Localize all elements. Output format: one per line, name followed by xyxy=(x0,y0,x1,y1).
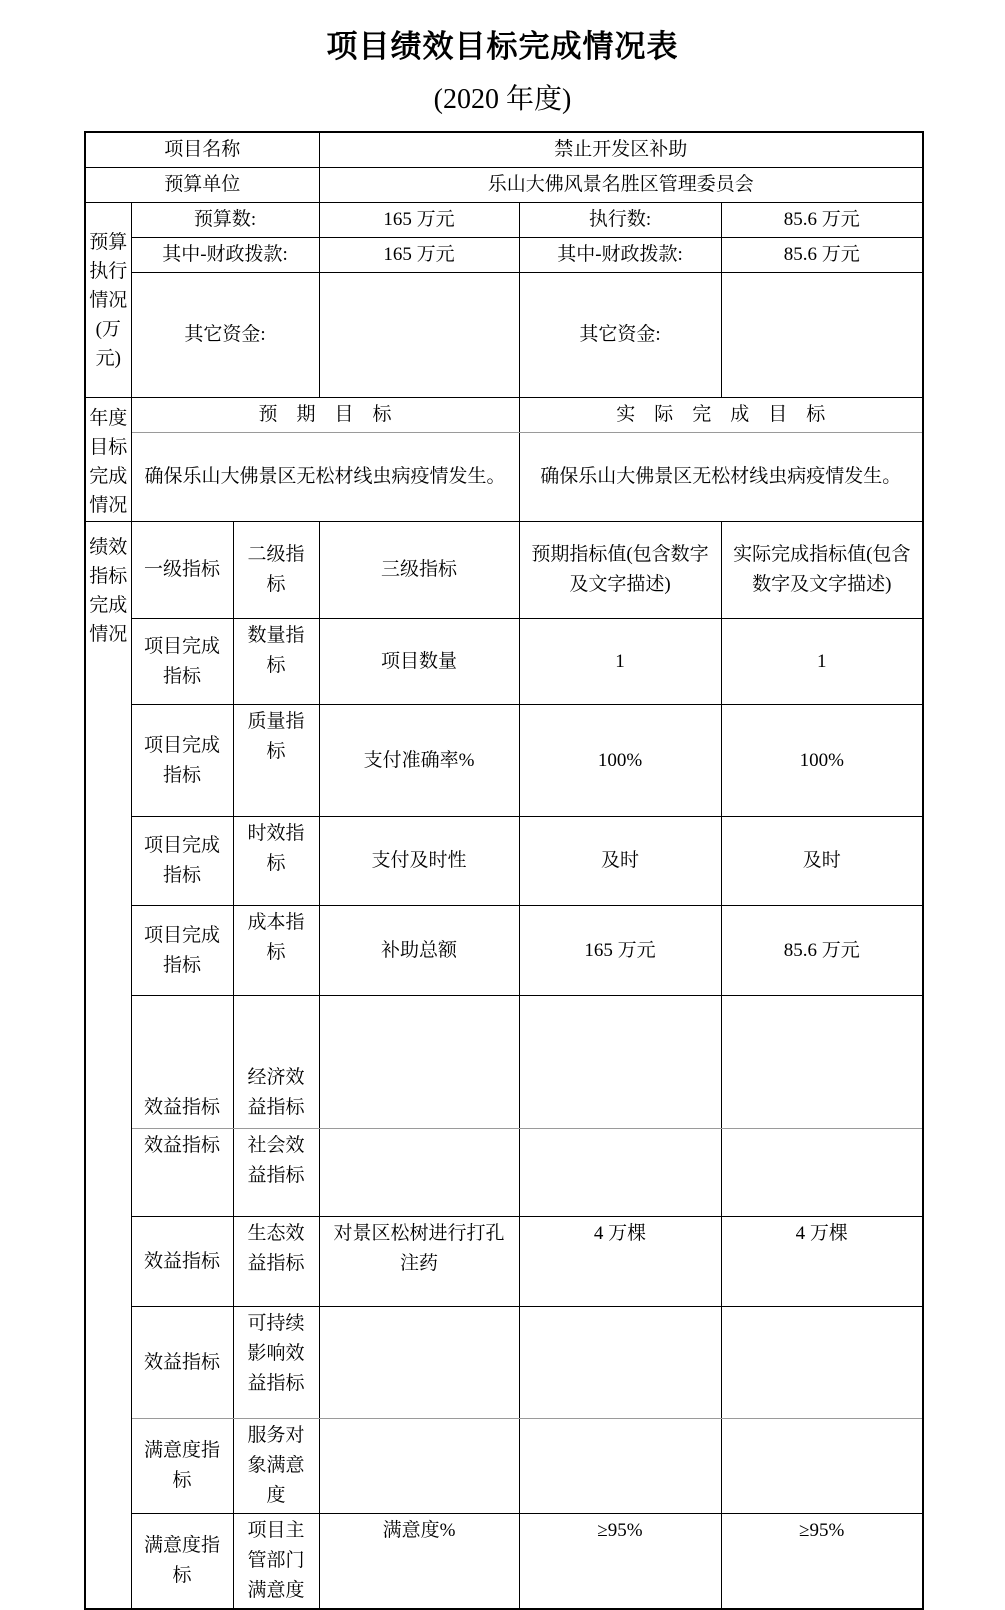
perf-level2-cell: 可持续影响效益指标 xyxy=(233,1307,319,1419)
perf-expected-cell xyxy=(519,1307,721,1419)
performance-table xyxy=(84,131,924,1610)
perf-expected-cell xyxy=(519,996,721,1129)
budget-unit-row xyxy=(85,168,923,203)
actual-goal-header-cell: 实际完成目标 xyxy=(519,398,923,433)
perf-level1-cell: 项目完成指标 xyxy=(131,906,233,996)
perf-level2-cell: 项目主管部门满意度 xyxy=(233,1514,319,1610)
perf-level1-cell: 项目完成指标 xyxy=(131,817,233,906)
perf-level3-cell: 支付及时性 xyxy=(319,817,519,906)
perf-row xyxy=(85,619,923,705)
perf-row xyxy=(85,1307,923,1419)
actual-goal-text-cell: 确保乐山大佛景区无松材线虫病疫情发生。 xyxy=(519,433,923,522)
perf-level3-cell xyxy=(319,1307,519,1419)
annual-section-label-cell: 年度目标完成情况 xyxy=(85,398,131,522)
budget-row xyxy=(85,203,923,238)
perf-expected-cell: ≥95% xyxy=(519,1514,721,1610)
perf-row xyxy=(85,906,923,996)
project-name-value-cell: 禁止开发区补助 xyxy=(319,132,923,168)
perf-row xyxy=(85,705,923,817)
perf-expected-cell xyxy=(519,1419,721,1514)
perf-expected-cell: 100% xyxy=(519,705,721,817)
perf-level2-cell: 质量指标 xyxy=(233,705,319,817)
budget-label-left-cell: 预算数: xyxy=(131,203,319,238)
budget-value-left-cell: 165 万元 xyxy=(319,238,519,273)
perf-level2-cell: 数量指标 xyxy=(233,619,319,705)
annual-goal-text-row xyxy=(85,433,923,522)
perf-actual-cell: 及时 xyxy=(721,817,923,906)
budget-value-left-cell xyxy=(319,273,519,398)
perf-expected-cell xyxy=(519,1129,721,1217)
perf-level1-cell: 效益指标 xyxy=(131,996,233,1129)
project-name-row xyxy=(85,132,923,168)
perf-level3-cell: 满意度% xyxy=(319,1514,519,1610)
perf-level1-cell: 项目完成指标 xyxy=(131,705,233,817)
perf-row xyxy=(85,1129,923,1217)
perf-header-row xyxy=(85,522,923,619)
perf-actual-cell xyxy=(721,996,923,1129)
perf-level1-cell: 满意度指标 xyxy=(131,1419,233,1514)
perf-level2-cell: 经济效益指标 xyxy=(233,996,319,1129)
budget-label-right-cell: 其中-财政拨款: xyxy=(519,238,721,273)
perf-level2-cell: 成本指标 xyxy=(233,906,319,996)
annual-goal-header-row xyxy=(85,398,923,433)
budget-label-left-cell: 其它资金: xyxy=(131,273,319,398)
perf-header-expected-cell: 预期指标值(包含数字及文字描述) xyxy=(519,522,721,619)
perf-level2-cell: 生态效益指标 xyxy=(233,1217,319,1307)
budget-value-right-cell: 85.6 万元 xyxy=(721,203,923,238)
perf-header-level3-cell: 三级指标 xyxy=(319,522,519,619)
perf-level2-cell: 社会效益指标 xyxy=(233,1129,319,1217)
perf-level3-cell xyxy=(319,996,519,1129)
perf-level3-cell xyxy=(319,1419,519,1514)
perf-level3-cell xyxy=(319,1129,519,1217)
budget-section-label-cell: 预算执行情况(万元) xyxy=(85,203,131,398)
perf-expected-cell: 及时 xyxy=(519,817,721,906)
budget-value-right-cell xyxy=(721,273,923,398)
project-name-label-cell: 项目名称 xyxy=(85,132,319,168)
perf-actual-cell xyxy=(721,1419,923,1514)
perf-header-level2-cell: 二级指标 xyxy=(233,522,319,619)
budget-label-right-cell: 执行数: xyxy=(519,203,721,238)
perf-row xyxy=(85,1514,923,1610)
perf-actual-cell xyxy=(721,1129,923,1217)
budget-row xyxy=(85,273,923,398)
budget-unit-value-cell: 乐山大佛风景名胜区管理委员会 xyxy=(319,168,923,203)
perf-expected-cell: 1 xyxy=(519,619,721,705)
expected-goal-text-cell: 确保乐山大佛景区无松材线虫病疫情发生。 xyxy=(131,433,519,522)
page-subtitle: (2020 年度) xyxy=(433,84,572,115)
budget-label-right-cell: 其它资金: xyxy=(519,273,721,398)
perf-level1-cell: 满意度指标 xyxy=(131,1514,233,1610)
budget-value-left-cell: 165 万元 xyxy=(319,203,519,238)
perf-row xyxy=(85,996,923,1129)
perf-actual-cell: 100% xyxy=(721,705,923,817)
perf-level2-cell: 时效指标 xyxy=(233,817,319,906)
perf-level1-cell: 效益指标 xyxy=(131,1217,233,1307)
perf-row xyxy=(85,1419,923,1514)
perf-header-actual-cell: 实际完成指标值(包含数字及文字描述) xyxy=(721,522,923,619)
perf-actual-cell: 4 万棵 xyxy=(721,1217,923,1307)
perf-level1-cell: 效益指标 xyxy=(131,1129,233,1217)
perf-level3-cell: 支付准确率% xyxy=(319,705,519,817)
perf-actual-cell: 85.6 万元 xyxy=(721,906,923,996)
perf-level1-cell: 项目完成指标 xyxy=(131,619,233,705)
budget-unit-label-cell: 预算单位 xyxy=(85,168,319,203)
perf-expected-cell: 165 万元 xyxy=(519,906,721,996)
perf-actual-cell: 1 xyxy=(721,619,923,705)
perf-row xyxy=(85,1217,923,1307)
perf-level3-cell: 补助总额 xyxy=(319,906,519,996)
budget-row xyxy=(85,238,923,273)
expected-goal-header-cell: 预期目标 xyxy=(131,398,519,433)
budget-value-right-cell: 85.6 万元 xyxy=(721,238,923,273)
page-title: 项目绩效目标完成情况表 xyxy=(326,29,679,64)
perf-header-level1-cell: 一级指标 xyxy=(131,522,233,619)
perf-actual-cell: ≥95% xyxy=(721,1514,923,1610)
budget-label-left-cell: 其中-财政拨款: xyxy=(131,238,319,273)
perf-expected-cell: 4 万棵 xyxy=(519,1217,721,1307)
perf-section-label-cell: 绩效指标完成情况 xyxy=(85,522,131,1610)
perf-level1-cell: 效益指标 xyxy=(131,1307,233,1419)
perf-level3-cell: 项目数量 xyxy=(319,619,519,705)
perf-row xyxy=(85,817,923,906)
perf-actual-cell xyxy=(721,1307,923,1419)
perf-level2-cell: 服务对象满意度 xyxy=(233,1419,319,1514)
perf-level3-cell: 对景区松树进行打孔注药 xyxy=(319,1217,519,1307)
